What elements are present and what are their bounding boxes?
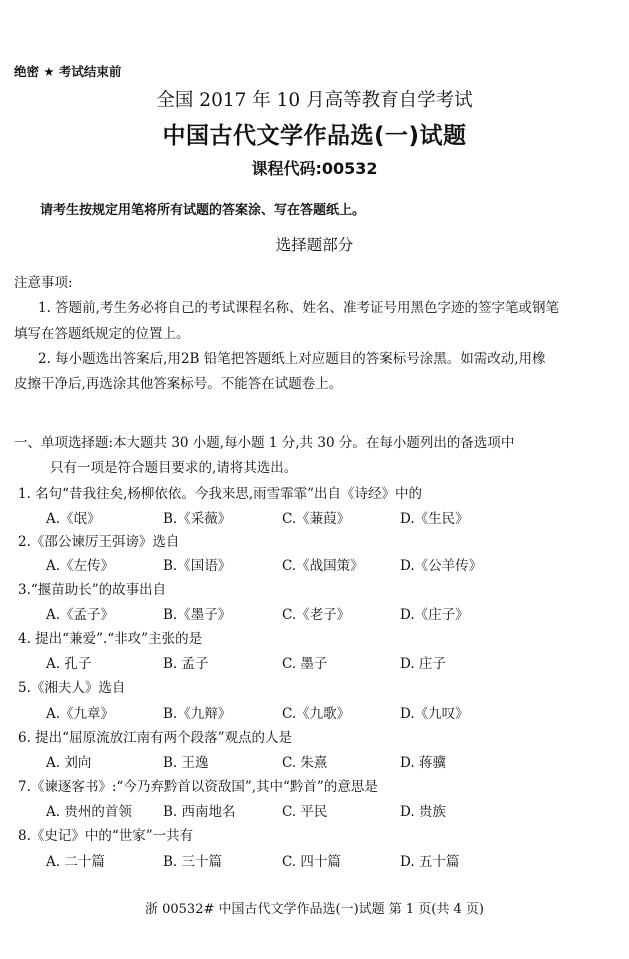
notice-line: 1. 答题前,考生务必将自己的考试课程名称、姓名、准考证号用黑色字迹的签字笔或钢笔 bbox=[38, 300, 559, 316]
option-c: C.《战国策》 bbox=[282, 558, 364, 574]
question-stem: 6. 提出“屈原流放江南有两个段落”观点的人是 bbox=[18, 730, 292, 746]
question-stem: 5.《湘夫人》选自 bbox=[18, 680, 126, 696]
option-a: A. 二十篇 bbox=[46, 854, 105, 870]
option-b: B.《国语》 bbox=[163, 558, 232, 574]
option-d: D. 庄子 bbox=[400, 656, 446, 672]
section-heading: 一、单项选择题:本大题共 30 小题,每小题 1 分,共 30 分。在每小题列出的备选项中 bbox=[14, 435, 515, 451]
option-a: A. 贵州的首领 bbox=[46, 804, 132, 820]
option-a: A.《九章》 bbox=[46, 706, 115, 722]
option-d: D. 贵族 bbox=[400, 804, 446, 820]
notice-title: 注意事项: bbox=[14, 275, 73, 291]
option-a: A.《左传》 bbox=[46, 558, 115, 574]
option-c: C. 朱熹 bbox=[282, 755, 328, 771]
question-stem: 3.“揠苗助长”的故事出自 bbox=[18, 582, 167, 598]
notice-line: 填写在答题纸规定的位置上。 bbox=[14, 326, 190, 342]
exam-instruction: 请考生按规定用笔将所有试题的答案涂、写在答题纸上。 bbox=[40, 203, 366, 218]
notice-line: 皮擦干净后,再选涂其他答案标号。不能答在试题卷上。 bbox=[14, 376, 343, 392]
option-b: B. 三十篇 bbox=[163, 854, 223, 870]
page-footer: 浙 00532# 中国古代文学作品选(一)试题 第 1 页(共 4 页) bbox=[144, 902, 484, 917]
option-c: C. 四十篇 bbox=[282, 854, 341, 870]
option-a: A.《孟子》 bbox=[46, 607, 115, 623]
option-a: A. 刘向 bbox=[46, 755, 92, 771]
option-d: D. 蒋骥 bbox=[400, 755, 446, 771]
option-d: D.《生民》 bbox=[400, 511, 469, 527]
option-c: C. 平民 bbox=[282, 804, 328, 820]
option-b: B. 孟子 bbox=[163, 656, 209, 672]
option-a: A. 孔子 bbox=[46, 656, 92, 672]
option-c: C. 墨子 bbox=[282, 656, 328, 672]
course-code: 课程代码:00532 bbox=[251, 159, 378, 178]
option-a: A.《氓》 bbox=[46, 511, 101, 527]
option-d: D.《九叹》 bbox=[400, 706, 469, 722]
page-title: 中国古代文学作品选(一)试题 bbox=[162, 123, 467, 149]
option-b: B. 王逸 bbox=[163, 755, 209, 771]
option-c: C.《九歌》 bbox=[282, 706, 351, 722]
section-part-title: 选择题部分 bbox=[275, 236, 354, 254]
option-b: B.《采薇》 bbox=[163, 511, 232, 527]
question-stem: 7.《谏逐客书》:“今乃弃黔首以资敌国”,其中“黔首”的意思是 bbox=[18, 779, 378, 795]
confidential-label: 绝密 ★ 考试结束前 bbox=[14, 64, 122, 79]
option-b: B.《墨子》 bbox=[163, 607, 232, 623]
option-b: B. 西南地名 bbox=[163, 804, 236, 820]
question-stem: 1. 名句“昔我往矣,杨柳依依。今我来思,雨雪霏霏”出自《诗经》中的 bbox=[18, 486, 423, 502]
option-c: C.《蒹葭》 bbox=[282, 511, 351, 527]
question-stem: 8.《史记》中的“世家”一共有 bbox=[18, 828, 194, 844]
notice-line: 2. 每小题选出答案后,用2B 铅笔把答题纸上对应题目的答案标号涂黑。如需改动,用橡 bbox=[38, 351, 546, 367]
option-d: D.《公羊传》 bbox=[400, 558, 483, 574]
option-d: D.《庄子》 bbox=[400, 607, 469, 623]
question-stem: 2.《邵公谏厉王弭谤》选自 bbox=[18, 534, 180, 550]
section-heading-continued: 只有一项是符合题目要求的,请将其选出。 bbox=[50, 460, 298, 476]
exam-session-line: 全国 2017 年 10 月高等教育自学考试 bbox=[156, 90, 473, 111]
option-b: B.《九辩》 bbox=[163, 706, 232, 722]
option-d: D. 五十篇 bbox=[400, 854, 460, 870]
question-stem: 4. 提出“兼爱”.“非攻”主张的是 bbox=[18, 631, 203, 647]
option-c: C.《老子》 bbox=[282, 607, 351, 623]
